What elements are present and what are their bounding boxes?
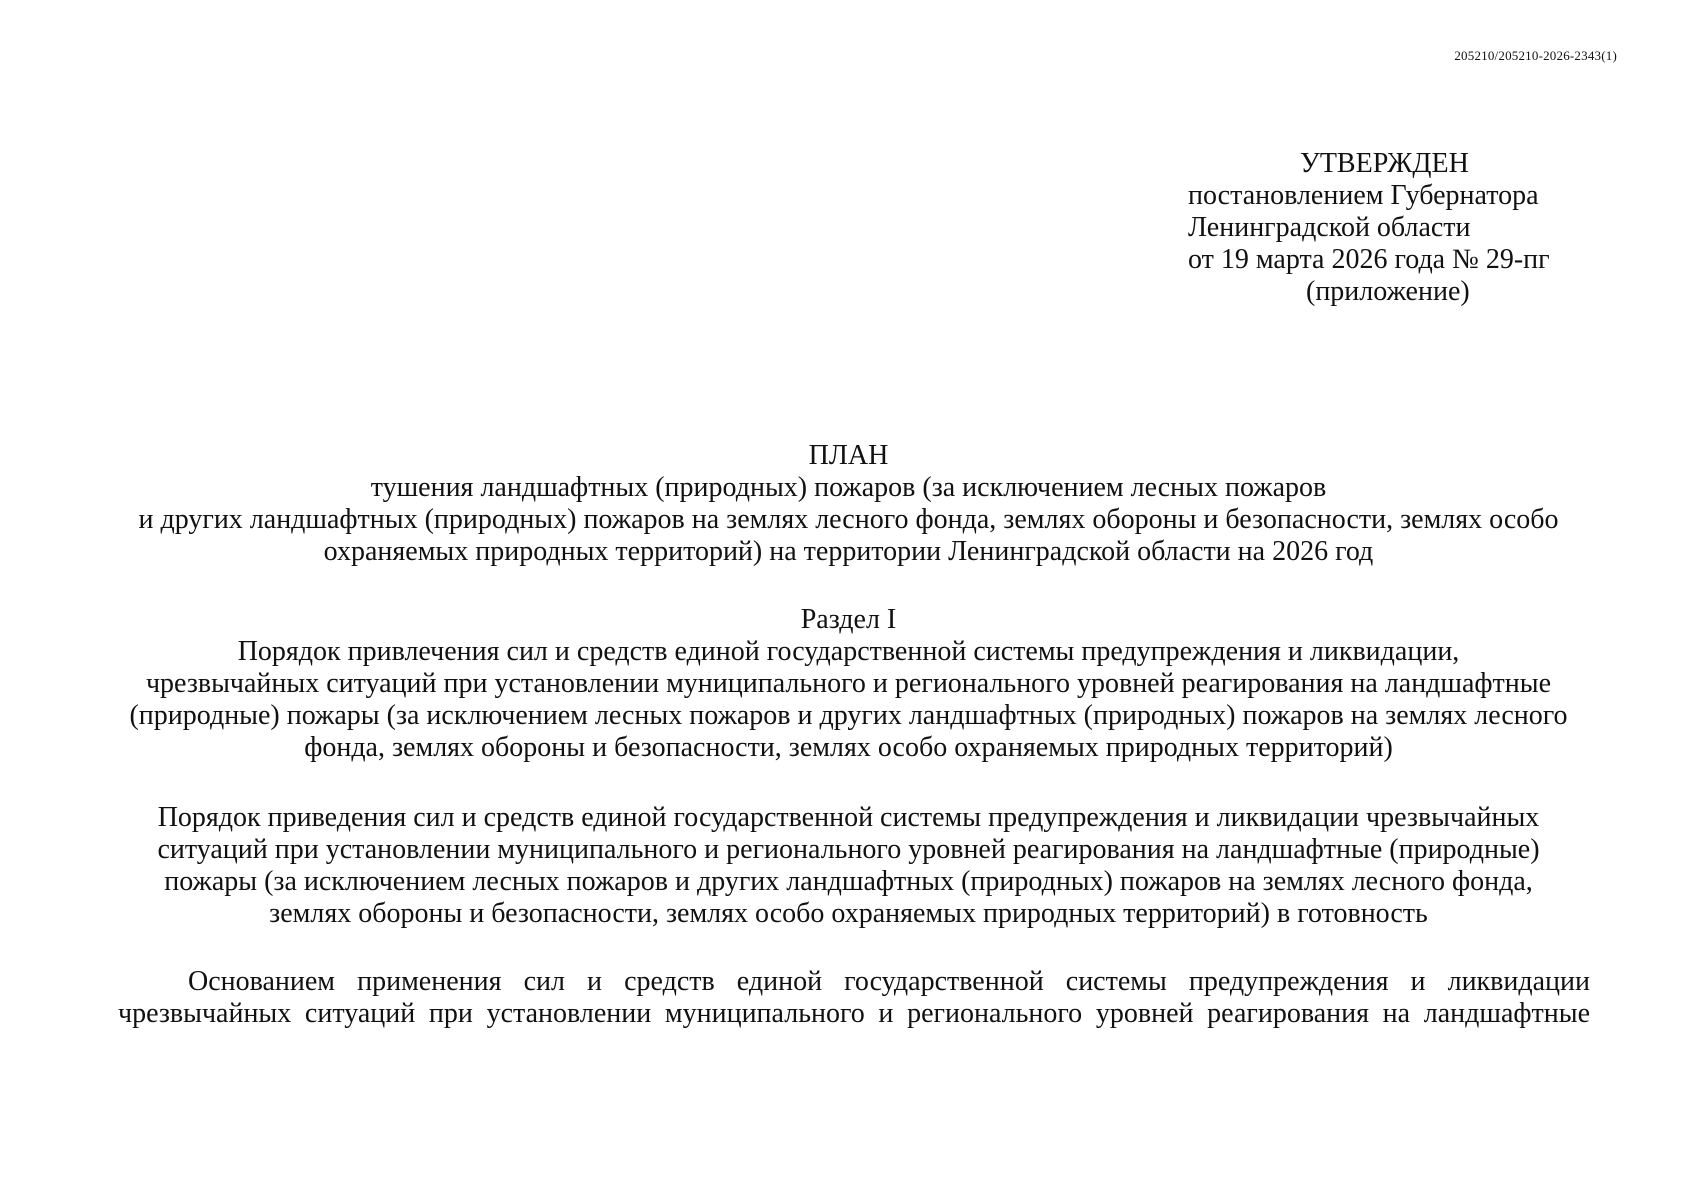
plan-subtitle-line: и других ландшафтных (природных) пожаров на землях лесного фонда, землях обороны и безопасности, землях особо	[138, 504, 1559, 535]
body-paragraph	[118, 966, 1590, 1030]
subsection-title-line: землях обороны и безопасности, землях особо охраняемых природных территорий) в готовность	[269, 898, 1428, 929]
approval-appendix: (приложение)	[1306, 276, 1470, 307]
document-id: 205210/205210-2026-2343(1)	[1454, 48, 1617, 63]
approval-stamp	[1188, 148, 1550, 308]
subsection-title-line: ситуаций при установлении муниципального и регионального уровней реагирования на ландшафтные (природные)	[157, 834, 1540, 865]
section-title-line: (природные) пожары (за исключением лесных пожаров и других ландшафтных (природных) пожаров на землях лесного	[129, 700, 1568, 731]
subsection-title-line: Порядок приведения сил и средств единой государственной системы предупреждения и ликвидации чрезвычайных	[157, 802, 1540, 833]
section-title-line: фонда, землях обороны и безопасности, землях особо охраняемых природных территорий)	[304, 732, 1393, 763]
plan-subtitle-line: тушения ландшафтных (природных) пожаров (за исключением лесных пожаров	[370, 472, 1327, 503]
plan-subtitle-line: охраняемых природных территорий) на территории Ленинградской области на 2026 год	[323, 536, 1374, 567]
subsection-heading	[0, 802, 1697, 930]
approval-line: от 19 марта 2026 года № 29-пг	[1188, 244, 1550, 275]
section-heading: Раздел I	[800, 604, 897, 635]
plan-title: ПЛАН	[808, 440, 889, 471]
approval-line: постановлением Губернатора	[1188, 180, 1539, 211]
section-title-line: чрезвычайных ситуаций при установлении муниципального и регионального уровней реагирования на ландшафтные	[145, 668, 1552, 699]
subsection-title-line: пожары (за исключением лесных пожаров и других ландшафтных (природных) пожаров на землях лесного фонда,	[164, 866, 1533, 897]
plan-heading	[0, 440, 1697, 568]
section-title-line: Порядок привлечения сил и средств единой государственной системы предупреждения и ликвидации,	[237, 636, 1460, 667]
approval-title: УТВЕРЖДЕН	[1300, 148, 1469, 179]
body-line: чрезвычайных ситуаций при установлении муниципального и регионального уровней реагирования на ландшафтные	[118, 998, 1590, 1029]
approval-line: Ленинградской области	[1188, 212, 1471, 243]
body-line: Основанием применения сил и средств единой государственной системы предупреждения и ликвидации	[188, 966, 1590, 997]
section-1	[0, 604, 1697, 764]
